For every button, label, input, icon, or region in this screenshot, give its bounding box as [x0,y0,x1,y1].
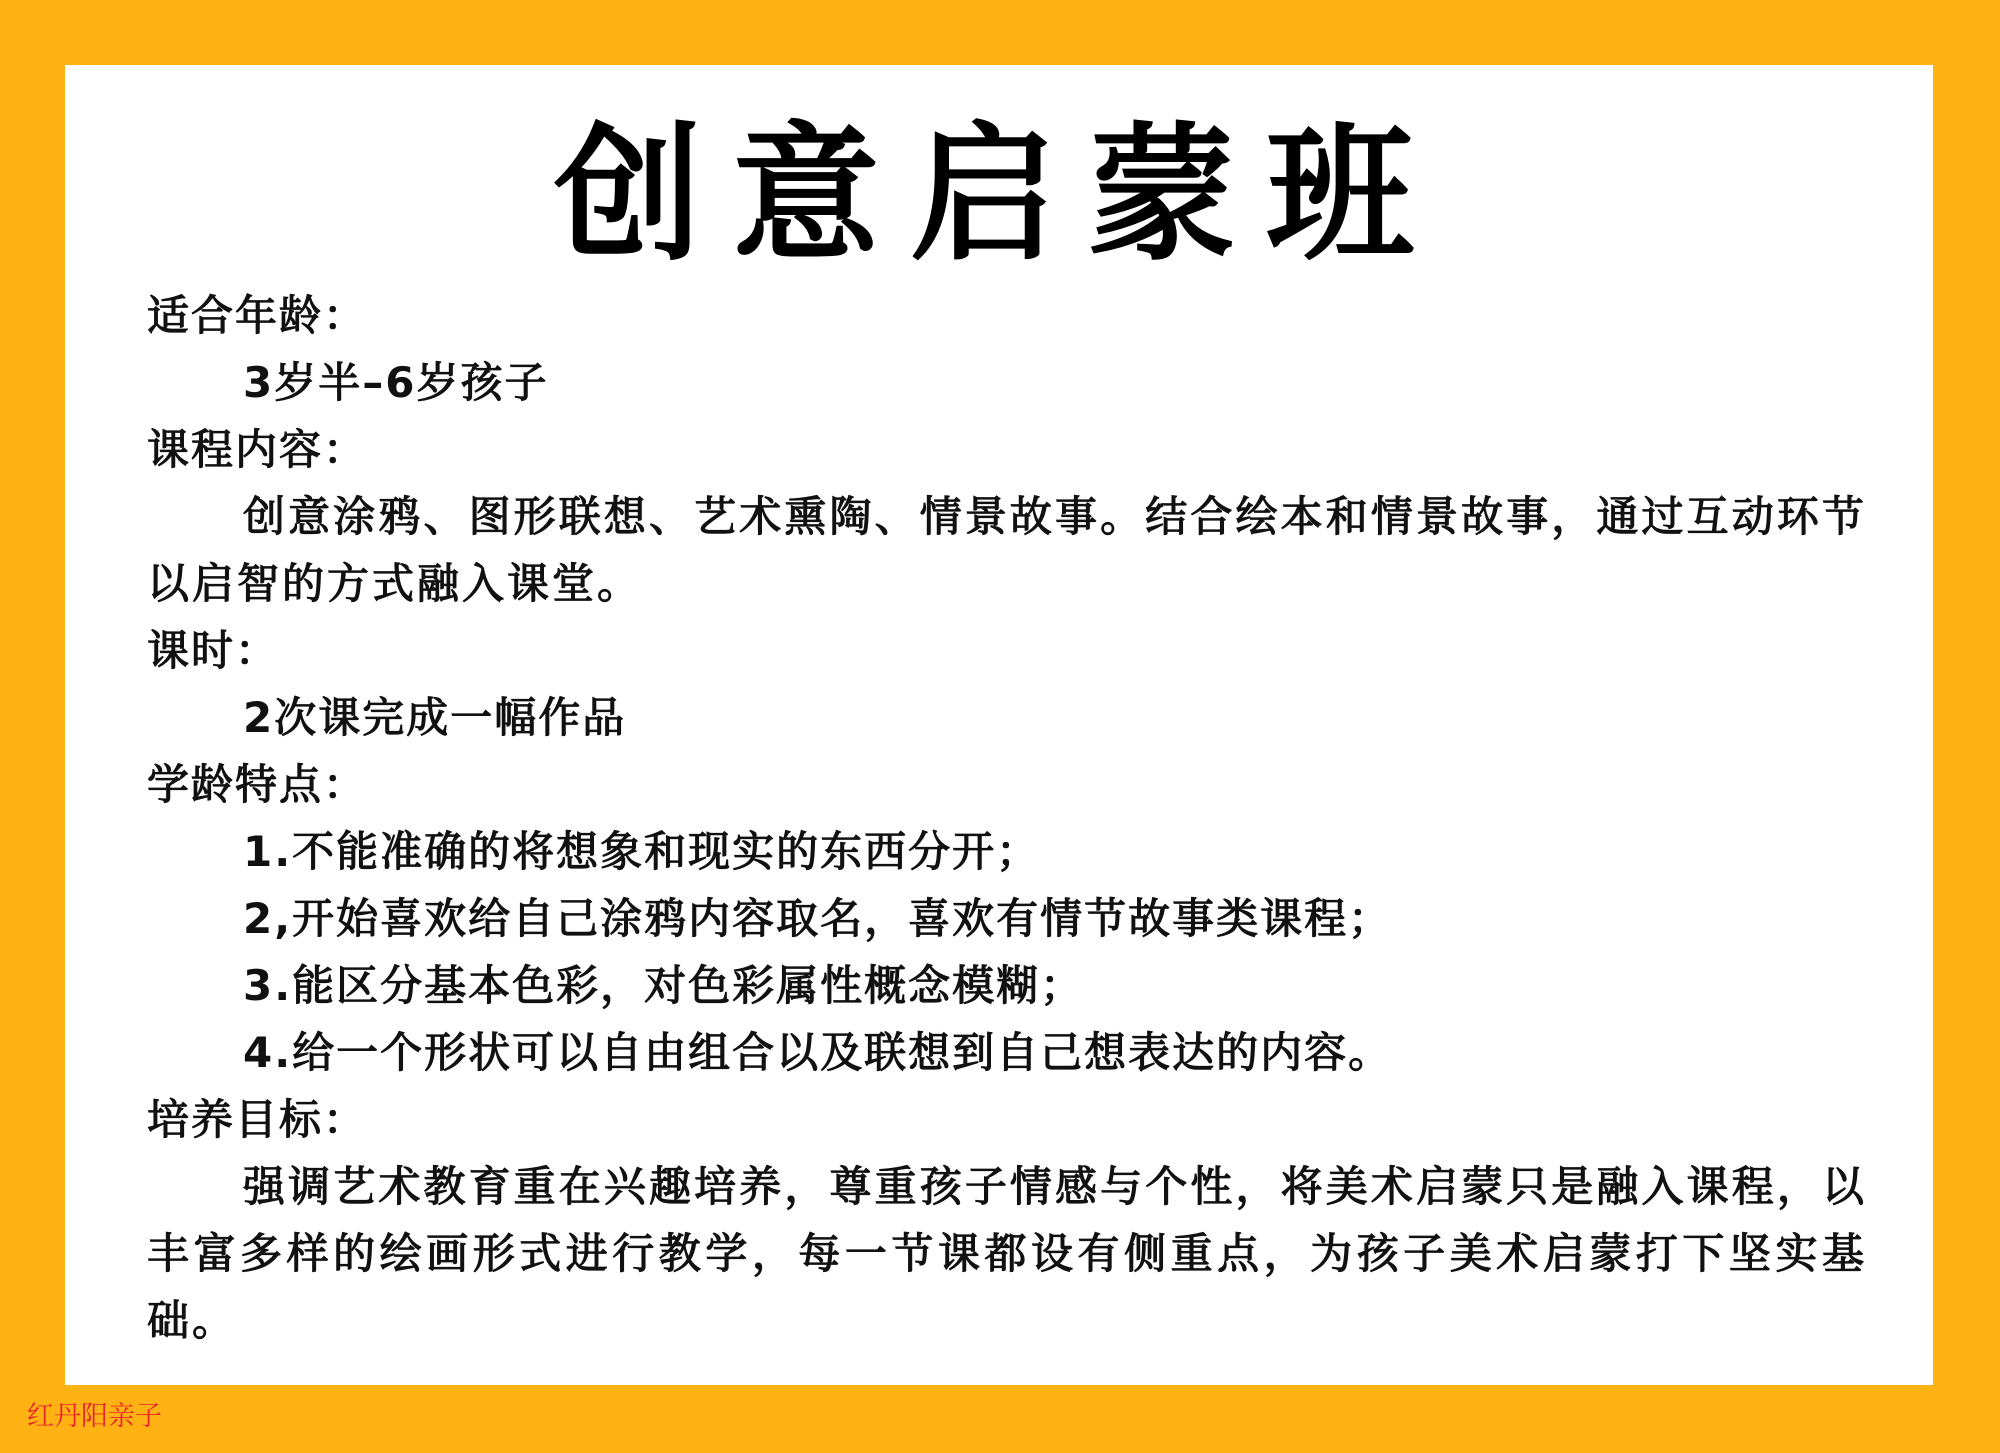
characteristic-item: 3.能区分基本色彩，对色彩属性概念模糊； [243,961,1085,1010]
section-heading-age-characteristics: 学龄特点： [147,760,368,809]
age-range-text: 3岁半–6岁孩子 [243,358,549,407]
section-heading-age: 适合年龄： [147,291,368,340]
section-heading-training-goals: 培养目标： [147,1095,368,1144]
class-hours-text: 2次课完成一幅作品 [243,693,627,742]
course-content-paragraph: 创意涂鸦、图形联想、艺术熏陶、情景故事。结合绘本和情景故事，通过互动环节以启智的方式融入课堂。 [147,492,1867,608]
characteristic-item: 1.不能准确的将想象和现实的东西分开； [243,827,1041,876]
section-heading-class-hours: 课时： [147,626,280,675]
characteristic-item: 2,开始喜欢给自己涂鸦内容取名，喜欢有情节故事类课程； [243,894,1393,943]
course-description [147,282,1867,1354]
training-goals-paragraph: 强调艺术教育重在兴趣培养，尊重孩子情感与个性，将美术启蒙只是融入课程，以丰富多样的绘画形式进行教学，每一节课都设有侧重点，为孩子美术启蒙打下坚实基础。 [147,1162,1867,1345]
section-heading-course-content: 课程内容： [147,425,368,474]
watermark-text: 红丹阳亲子 [27,1401,162,1432]
characteristic-item: 4.给一个形状可以自由组合以及联想到自己想表达的内容。 [243,1028,1393,1077]
poster-title: 创意启蒙班 [554,109,1444,281]
poster-panel [65,65,1933,1385]
